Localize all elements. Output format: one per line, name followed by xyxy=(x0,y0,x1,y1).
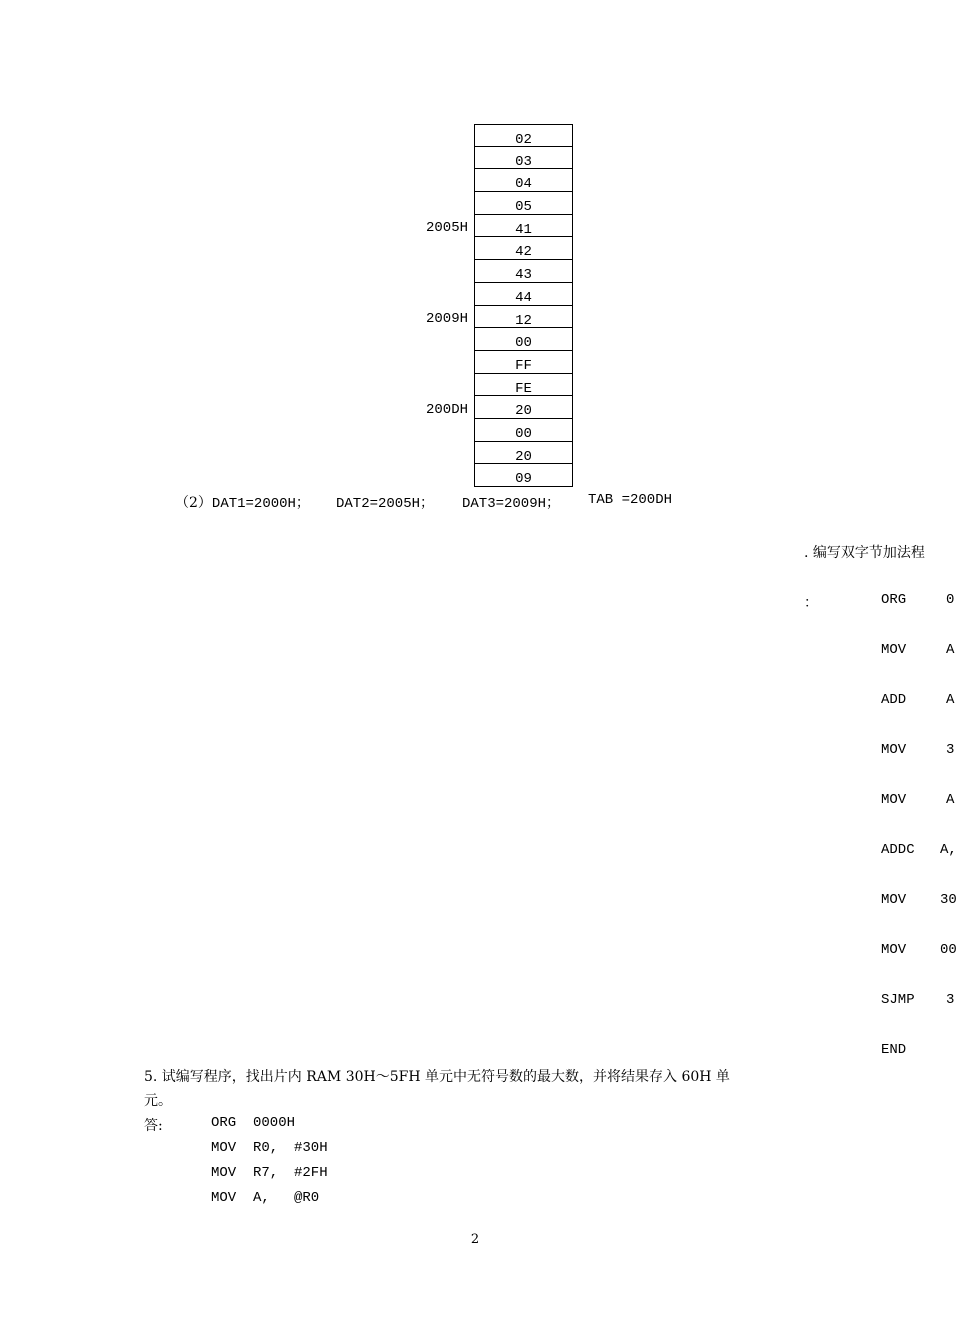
address-label-2009h: 2009H xyxy=(425,311,468,327)
memory-cell: FF xyxy=(474,351,573,374)
q4-operand-fragment: A, xyxy=(940,842,957,858)
q4-answer-marker: ： xyxy=(804,595,818,611)
memory-cell: 00 xyxy=(474,419,573,442)
memory-cell: 44 xyxy=(474,283,573,306)
answer-2-line xyxy=(175,492,310,512)
memory-cell: 05 xyxy=(474,192,573,215)
q5-code-arg2: #2FH xyxy=(294,1165,328,1181)
q5-code-arg1: R7, xyxy=(253,1165,279,1181)
memory-cell: 12 xyxy=(474,306,573,329)
q5-code-op: MOV xyxy=(211,1165,237,1181)
q4-operand-fragment: 3 xyxy=(946,992,955,1008)
page-number: 2 xyxy=(470,1232,480,1247)
q4-operand-fragment: 30 xyxy=(940,892,957,908)
memory-cell: 43 xyxy=(474,260,573,283)
dat1-value: DAT1=2000H； xyxy=(211,496,310,512)
memory-cell: 20 xyxy=(474,396,573,419)
q4-operand-fragment: 00 xyxy=(940,942,957,958)
q5-question-line2: 元。 xyxy=(144,1093,172,1109)
memory-cell: 41 xyxy=(474,215,573,238)
q4-mnemonic: ADDC xyxy=(881,842,915,858)
memory-cell: 04 xyxy=(474,169,573,192)
q4-mnemonic: MOV xyxy=(881,742,907,758)
q4-operand-fragment: A xyxy=(946,642,955,658)
q5-code-arg2: @R0 xyxy=(294,1190,320,1206)
memory-table xyxy=(474,124,573,487)
q4-operand-fragment: 3 xyxy=(946,742,955,758)
memory-cell: 42 xyxy=(474,237,573,260)
memory-cell: FE xyxy=(474,374,573,397)
tab-value: TAB =200DH xyxy=(588,492,673,508)
q5-code-arg1: R0, xyxy=(253,1140,279,1156)
q4-mnemonic: MOV xyxy=(881,792,907,808)
q4-title-fragment: . 编写双字节加法程 xyxy=(804,545,925,561)
answer-2-prefix: （2） xyxy=(175,495,212,511)
address-label-200dh: 200DH xyxy=(425,402,468,418)
memory-cell: 00 xyxy=(474,328,573,351)
address-label-2005h: 2005H xyxy=(425,220,468,236)
q5-code-arg2: #30H xyxy=(294,1140,328,1156)
q4-mnemonic: MOV xyxy=(881,642,907,658)
memory-cell: 20 xyxy=(474,442,573,465)
memory-cell: 03 xyxy=(474,147,573,170)
q5-code-arg1: A, xyxy=(253,1190,270,1206)
q5-code-op: MOV xyxy=(211,1140,237,1156)
memory-cell: 02 xyxy=(474,124,573,147)
q4-operand-fragment: A xyxy=(946,692,955,708)
q4-mnemonic: MOV xyxy=(881,892,907,908)
q4-mnemonic: MOV xyxy=(881,942,907,958)
q4-mnemonic: SJMP xyxy=(881,992,915,1008)
q4-mnemonic: ADD xyxy=(881,692,907,708)
q5-code-op: ORG xyxy=(211,1115,237,1131)
q4-operand-fragment: A xyxy=(946,792,955,808)
q4-mnemonic: END xyxy=(881,1042,907,1058)
q5-code-arg1: 0000H xyxy=(253,1115,296,1131)
memory-cell: 09 xyxy=(474,464,573,487)
q5-code-op: MOV xyxy=(211,1190,237,1206)
dat3-value: DAT3=2009H； xyxy=(462,496,561,512)
dat2-value: DAT2=2005H； xyxy=(336,496,435,512)
q4-mnemonic: ORG xyxy=(881,592,907,608)
q5-question-line1: 5. 试编写程序，找出片内 RAM 30H～5FH 单元中无符号数的最大数，并将结果存入 60H 单 xyxy=(144,1069,730,1085)
q5-answer-label: 答: xyxy=(144,1118,163,1134)
q4-operand-fragment: 0 xyxy=(946,592,955,608)
